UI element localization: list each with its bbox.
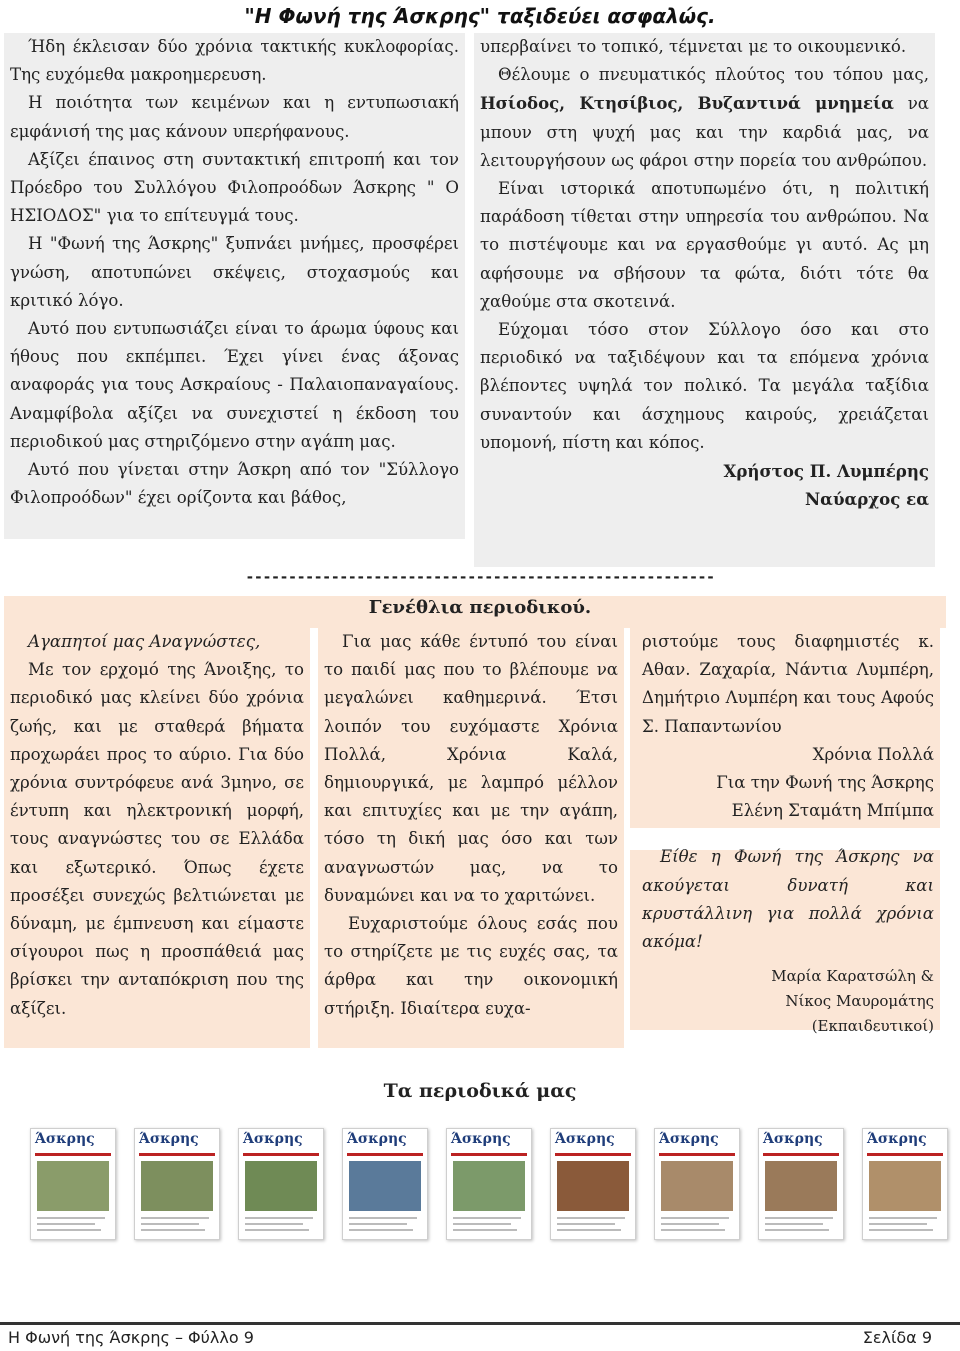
birthday-wish: Χρόνια Πολλά [812, 744, 934, 764]
article-paragraph: Η ποιότητα των κειμένων και η εντυπωσιακή εμφάνισή της μας κάνουν υπερήφανους. [10, 93, 459, 141]
signature-line: Νίκος Μαυρομάτης [785, 992, 934, 1011]
magazine-cover [30, 1128, 116, 1240]
magazines-title: Τα περιοδικά μας [383, 1080, 577, 1102]
cover-title: Άσκρης [139, 1131, 199, 1147]
article-paragraph: Αυτό που γίνεται στην Άσκρη από τον "Σύλλογο Φιλοπροόδων" έχει ορίζοντα και βάθος, [10, 460, 459, 508]
signature-line: (Εκπαιδευτικοί) [811, 1017, 934, 1036]
mosaic-photo [765, 1161, 837, 1211]
magazine-cover [342, 1128, 428, 1240]
birthday-wish-italic: Είθε η Φωνή της Άσκρης να ακούγεται δυνατή και κρυστάλλινη για πολλά χρόνια ακόμα! [642, 847, 934, 952]
fresco-photo [661, 1161, 733, 1211]
cover-title: Άσκρης [35, 1131, 95, 1147]
coins-photo [349, 1161, 421, 1211]
section-separator: ------------------------------------------------------- [245, 568, 715, 586]
article-paragraph: Αξίζει έπαινος στη συντακτική επιτροπή και τον Πρόεδρο του Συλλόγου Φιλοπροόδων Άσκρης " Ο ΗΣΙΟΔΟΣ" για το επίτευγμά τους. [10, 149, 459, 226]
hikers-photo [453, 1161, 525, 1211]
greeting: Αγαπητοί μας Αναγνώστες, [28, 632, 261, 651]
magazine-cover [446, 1128, 532, 1240]
signature-line: Μαρία Καρατσώλη & [771, 967, 934, 986]
article-paragraph: υπερβαίνει το τοπικό, τέμνεται με το οικουμενικό. [480, 37, 907, 56]
article-left-column [4, 33, 465, 539]
footer-divider [0, 1322, 960, 1325]
magazine-cover [238, 1128, 324, 1240]
author-role: Ναύαρχος εα [805, 489, 929, 510]
page-number: Σελίδα 9 [862, 1328, 932, 1347]
article-paragraph: Εύχομαι τόσο στον Σύλλογο όσο και στο περιοδικό να ταξιδέψουν και τα επόμενα χρόνια βλέποντες υψηλά τον πολικό. Τα μεγάλα ταξίδια συναντούν και άσχημους καιρούς, χρειάζεται υπομονή, πίστη και κόπος. [480, 320, 929, 452]
article-paragraph: Η "Φωνή της Άσκρης" ξυπνάει μνήμες, προσφέρει γνώση, αποτυπώνει σκέψεις, στοχασμούς και κριτικό λόγο. [10, 234, 459, 310]
birthday-column-3 [630, 628, 948, 1048]
article-paragraph: Αυτό που εντυπωσιάζει είναι το άρωμα ύφους και ήθους που εκπέμπει. Έχει γίνει ένας άξονας αναφοράς για τους Ασκραίους - Παλαιοπαναγαίους. Αναμφίβολα αξίζει να συνεχιστεί η έκδοση του περιοδικού μας στηριζόμενο στην αγάπη μας. [10, 319, 459, 451]
birthday-title: Γενέθλια περιοδικού. [368, 597, 592, 618]
author-name: Χρήστος Π. Λυμπέρης [723, 461, 929, 482]
birthday-for: Για την Φωνή της Άσκρης [716, 773, 934, 793]
landscape-photo [37, 1161, 109, 1211]
cover-title: Άσκρης [763, 1131, 823, 1147]
highlighted-monuments: Ησίοδος, Κτησίβιος, Βυζαντινά μνημεία [480, 93, 894, 114]
stage-photo [557, 1161, 629, 1211]
article-paragraph: Ήδη έκλεισαν δύο χρόνια τακτικής κυκλοφορίας. Της ευχόμεθα μακροημερευση. [10, 37, 459, 85]
icon-photo [869, 1161, 941, 1211]
magazine-cover [758, 1128, 844, 1240]
birthday-column-1 [4, 628, 310, 1048]
birthday-paragraph: Ευχαριστούμε όλους εσάς που το στηρίζετε με τις ευχές σας, τα άρθρα και την οικονομική στήριξη. Ιδιαίτερα ευχα- [324, 914, 618, 1018]
article-paragraph: Είναι ιστορικά αποτυπωμένο ότι, η πολιτική παράδοση τίθεται στην υπηρεσία του ανθρώπου. Να το πιστέψουμε και να εργασθούμε γι αυτό. Ας μη αφήσουμε να σβήσουν τα φώτα, διότι τότε θα χαθούμε στα σκοτεινά. [480, 179, 929, 311]
monument-photo [141, 1161, 213, 1211]
magazine-cover [550, 1128, 636, 1240]
footer-publication: Η Φωνή της Άσκρης – Φύλλο 9 [8, 1328, 254, 1347]
birthday-paragraph: Για μας κάθε έντυπό του είναι το παιδί μας που το βλέπουμε να μεγαλώνει καθημερινά. Έτσι λοιπόν του ευχόμαστε Χρόνια Πολλά, Χρόνια Καλά, δημιουργικά, με λαμπρό μέλλον και επιτυχίες και με την αγάπη, τόσο τη δική μας όσο και των αναγνωστών μας, να το δυναμώνει και να το χαριτώνει. [324, 632, 618, 905]
cover-title: Άσκρης [243, 1131, 303, 1147]
article-title: "Η Φωνή της Άσκρης" ταξιδεύει ασφαλώς. [244, 4, 716, 28]
cover-title: Άσκρης [867, 1131, 927, 1147]
article-right-column [474, 33, 935, 567]
magazine-cover [134, 1128, 220, 1240]
birthday-column-2 [318, 628, 624, 1048]
group-photo [245, 1161, 317, 1211]
cover-title: Άσκρης [659, 1131, 719, 1147]
magazine-cover [862, 1128, 948, 1240]
cover-title: Άσκρης [555, 1131, 615, 1147]
cover-title: Άσκρης [347, 1131, 407, 1147]
article-paragraph: Θέλουμε ο πνευματικός πλούτος του τόπου μας, Ησίοδος, Κτησίβιος, Βυζαντινά μνημεία να μπουν στη ψυχή μας και την καρδιά μας, να λειτουργήσουν ως φάροι στην πορεία του ανθρώπου. [480, 65, 929, 170]
cover-title: Άσκρης [451, 1131, 511, 1147]
signature-name: Ελένη Σταμάτη Μπίμπα [731, 801, 934, 821]
birthday-paragraph: Με τον ερχομό της Άνοιξης, το περιοδικό μας κλείνει δύο χρόνια ζωής, και με σταθερά βήματα προχωράει προς το αύριο. Για δύο χρόνια συντρόφευε ανά 3μηνο, σε έντυπη και ηλεκτρονική μορφή, τους αναγνώστες του σε Ελλάδα και εξωτερικό. Όπως έχετε προσέξει συνεχώς βελτιώνεται με δύναμη, με έμπνευση και είμαστε σίγουροι πως η προσπάθειά μας βρίσκει την ανταπόκριση που της αξίζει. [10, 660, 304, 1018]
magazine-cover [654, 1128, 740, 1240]
birthday-paragraph: ριστούμε τους διαφημιστές κ. Αθαν. Ζαχαρία, Νάντια Λυμπέρη, Δημήτριο Λυμπέρη και τους Αφούς Σ. Παπαντωνίου [642, 632, 934, 736]
